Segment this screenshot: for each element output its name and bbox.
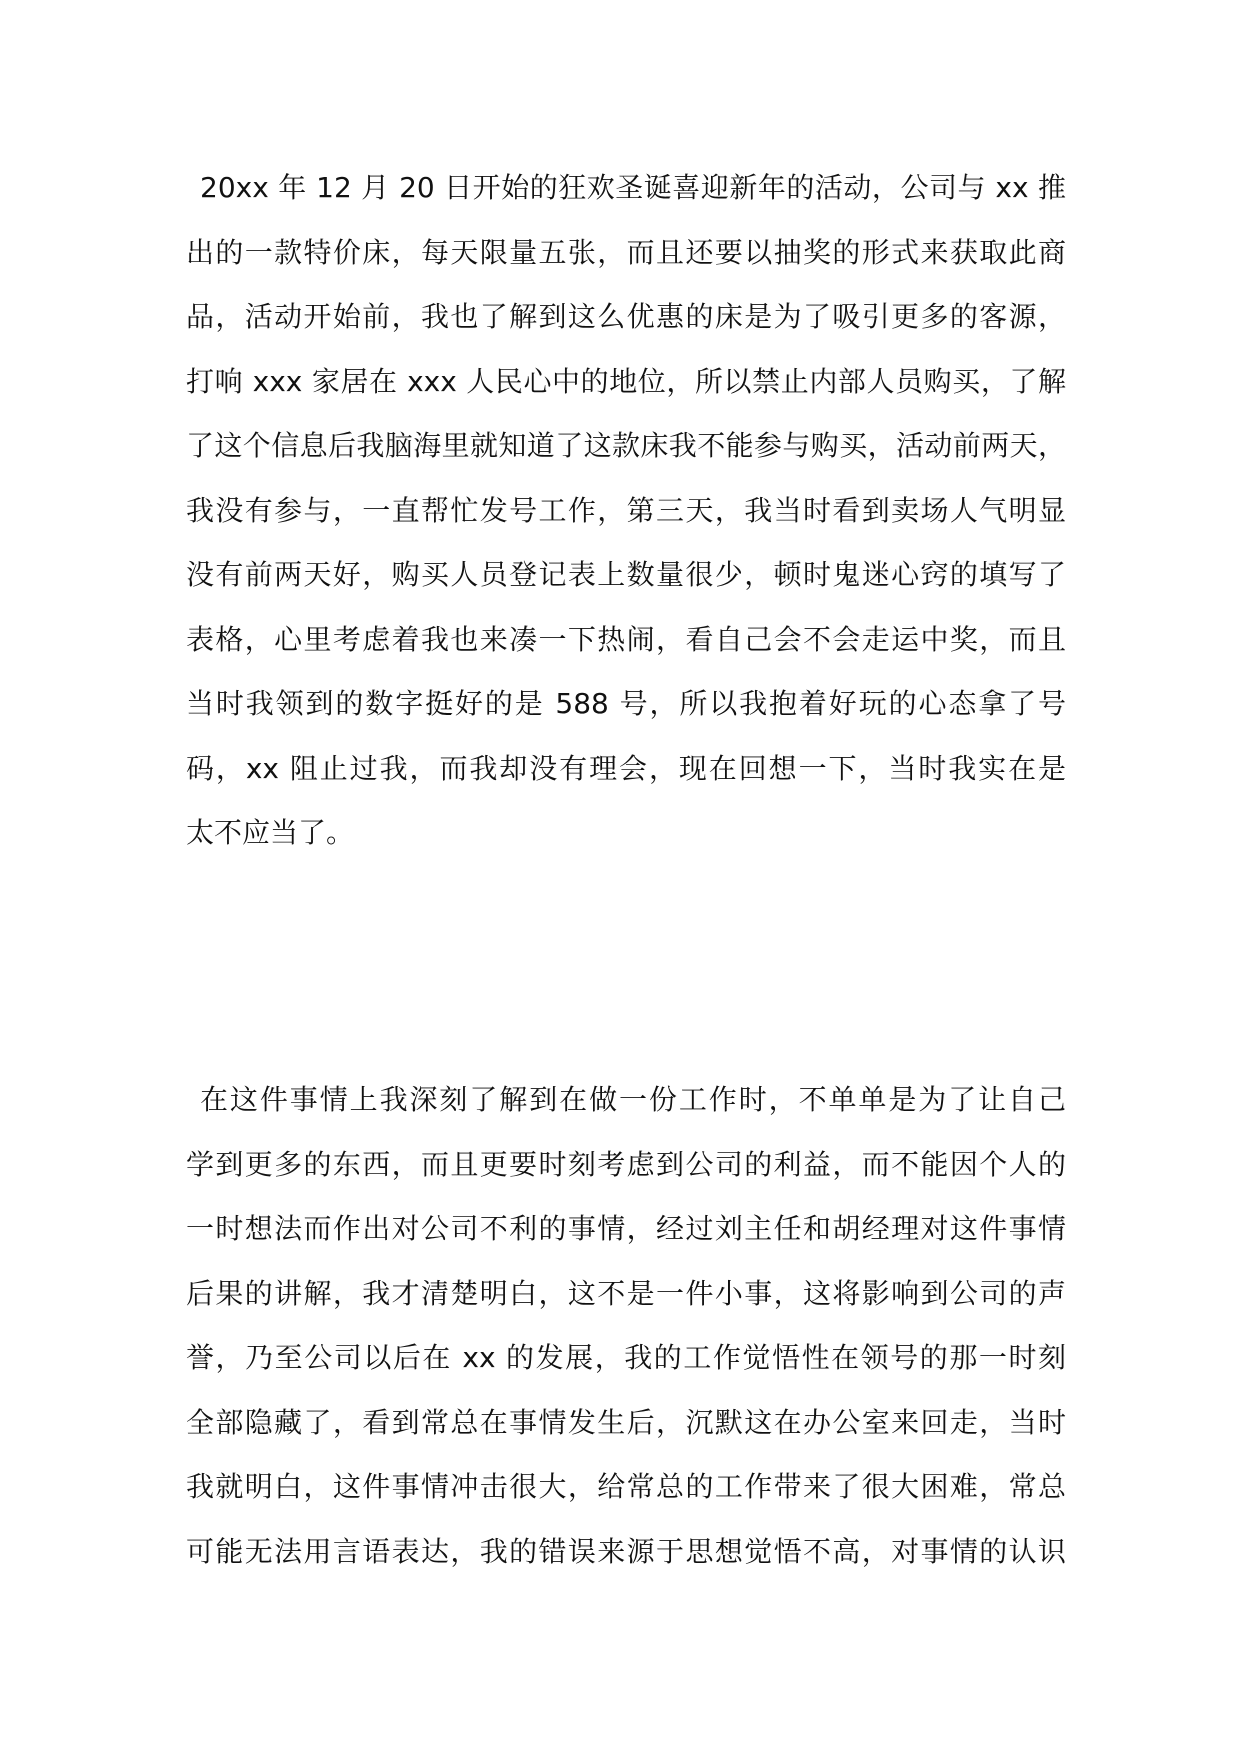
paragraph-line: 在这件事情上我深刻了解到在做一份工作时，不单单是为了让自己 <box>200 1083 1066 1116</box>
paragraph-line: 打响 xxx 家居在 xxx 人民心中的地位，所以禁止内部人员购买，了解 <box>186 364 1066 398</box>
paragraph-line: 表格，心里考虑着我也来凑一下热闹，看自己会不会走运中奖，而且 <box>186 622 1066 656</box>
paragraph-line: 了这个信息后我脑海里就知道了这款床我不能参与购买，活动前两天， <box>186 429 1066 462</box>
paragraph-2 <box>186 1068 1066 1584</box>
paragraph-line: 品，活动开始前，我也了解到这么优惠的床是为了吸引更多的客源， <box>186 300 1066 333</box>
paragraph-line: 可能无法用言语表达，我的错误来源于思想觉悟不高，对事情的认识 <box>186 1534 1066 1568</box>
paragraph-line: 当时我领到的数字挺好的是 588 号，所以我抱着好玩的心态拿了号 <box>186 687 1066 720</box>
paragraph-1 <box>186 156 1066 866</box>
paragraph-line: 码，xx 阻止过我，而我却没有理会，现在回想一下，当时我实在是 <box>186 751 1066 785</box>
paragraph-line: 全部隐藏了，看到常总在事情发生后，沉默这在办公室来回走，当时 <box>186 1405 1066 1439</box>
paragraph-line: 我就明白，这件事情冲击很大，给常总的工作带来了很大困难，常总 <box>186 1470 1066 1503</box>
paragraph-line: 出的一款特价床，每天限量五张，而且还要以抽奖的形式来获取此商 <box>186 235 1066 269</box>
paragraph-line: 誉，乃至公司以后在 xx 的发展，我的工作觉悟性在领号的那一时刻 <box>186 1341 1066 1374</box>
paragraph-line: 后果的讲解，我才清楚明白，这不是一件小事，这将影响到公司的声 <box>186 1276 1066 1310</box>
paragraph-line: 没有前两天好，购买人员登记表上数量很少，顿时鬼迷心窍的填写了 <box>186 558 1066 591</box>
paragraph-line: 20xx 年 12 月 20 日开始的狂欢圣诞喜迎新年的活动，公司与 xx 推 <box>200 171 1066 204</box>
paragraph-line: 学到更多的东西，而且更要时刻考虑到公司的利益，而不能因个人的 <box>186 1147 1066 1181</box>
paragraph-line: 一时想法而作出对公司不利的事情，经过刘主任和胡经理对这件事情 <box>186 1212 1066 1245</box>
paragraph-line: 太不应当了。 <box>186 816 355 849</box>
paragraph-line: 我没有参与，一直帮忙发号工作，第三天，我当时看到卖场人气明显 <box>186 493 1066 527</box>
